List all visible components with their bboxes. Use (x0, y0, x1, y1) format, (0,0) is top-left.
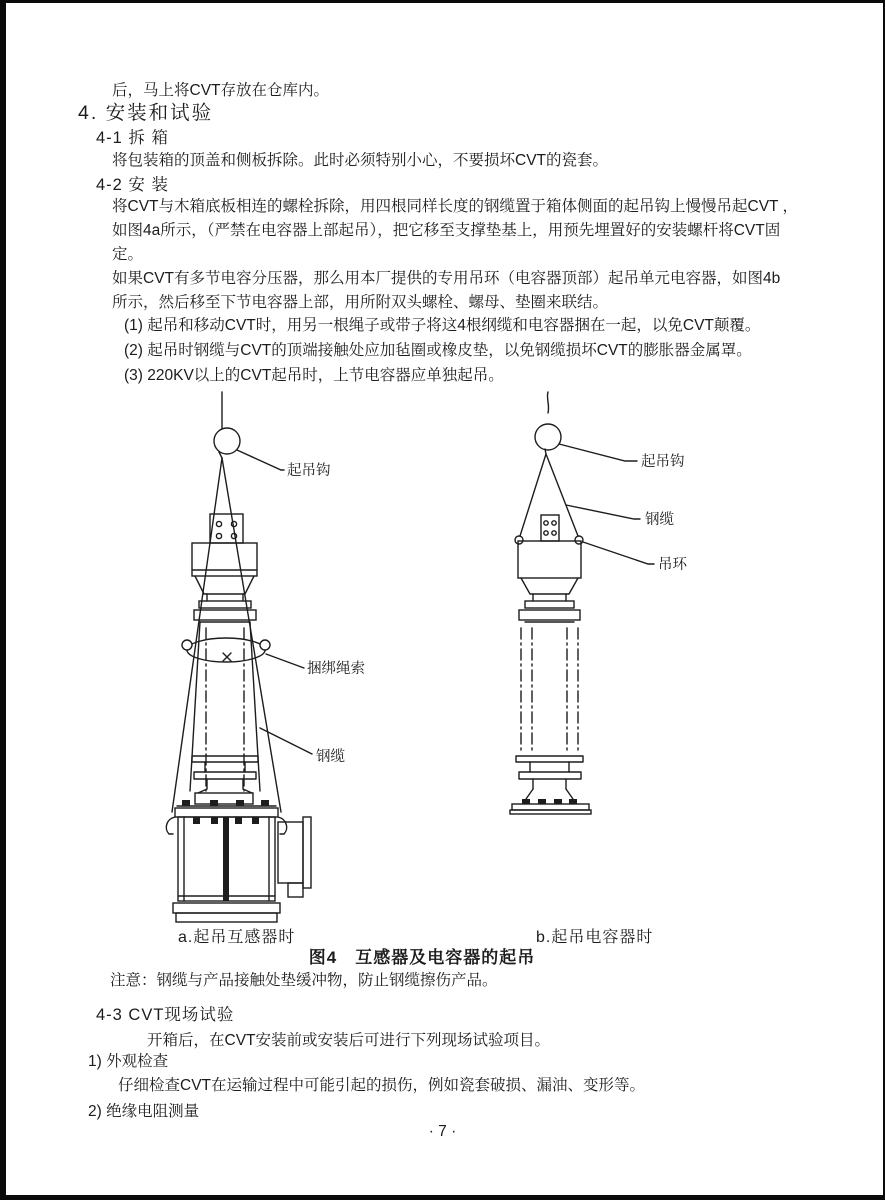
figure-b-caption: b.起吊电容器时 (536, 929, 654, 946)
page-number: · 7 · (428, 1123, 457, 1140)
figure-title: 图4 互感器及电容器的起吊 (308, 948, 536, 967)
note-line: 注意：钢缆与产品接触处垫缓冲物，防止钢缆擦伤产品。 (110, 972, 498, 989)
para-line-storage: 后，马上将CVT存放在仓库内。 (112, 82, 330, 99)
figure-a-rope-label: 捆绑绳索 (307, 661, 365, 677)
subheading-unpacking: 4-1 拆 箱 (96, 129, 170, 147)
subheading-field-test: 4-3 CVT现场试验 (96, 1006, 235, 1024)
list-item-3: (3) 220KV以上的CVT起吊时，上节电容器应单独起吊。 (124, 367, 504, 384)
figure-b-cable-label: 钢缆 (645, 512, 674, 528)
para-field-test: 开箱后，在CVT安装前或安装后可进行下列现场试验项目。 (147, 1032, 551, 1049)
heading-install-test: 4. 安装和试验 (78, 102, 214, 124)
para-install-line1: 将CVT与木箱底板相连的螺栓拆除，用四根同样长度的钢缆置于箱体侧面的起吊钩上慢慢吊起CVT ， (112, 198, 799, 215)
para-appearance: 仔细检查CVT在运输过程中可能引起的损伤，例如瓷套破损、漏油、变形等。 (118, 1077, 646, 1094)
para-capacitor-line2: 所示，然后移至下节电容器上部，用所附双头螺栓、螺母、垫圈来联结。 (112, 294, 609, 311)
para-unpacking: 将包装箱的顶盖和侧板拆除。此时必须特别小心，不要损坏CVT的瓷套。 (112, 152, 609, 169)
list-item-insulation: 2) 绝缘电阻测量 (88, 1103, 200, 1120)
para-install-line2: 如图4a所示，（严禁在电容器上部起吊），把它移至支撑垫基上，用预先埋置好的安装螺杆将CVT固 (112, 222, 781, 239)
figure-b-hook-label: 起吊钩 (641, 454, 685, 470)
list-item-appearance: 1) 外观检查 (88, 1053, 169, 1070)
subheading-installation: 4-2 安 装 (96, 176, 170, 194)
figure-a-cable-label: 钢缆 (316, 749, 345, 765)
list-item-1: (1) 起吊和移动CVT时，用另一根绳子或带子将这4根纲缆和电容器捆在一起，以免CVT颠覆。 (124, 317, 761, 334)
figure-b-drawing (510, 392, 654, 814)
para-capacitor-line1: 如果CVT有多节电容分压器，那么用本厂提供的专用吊环（电容器顶部）起吊单元电容器，如图4b (112, 270, 781, 287)
figure-a-caption: a.起吊互感器时 (178, 929, 296, 946)
figure-b-ring-label: 吊环 (658, 557, 687, 573)
figure-a-hook-label: 起吊钩 (287, 463, 331, 479)
list-item-2: (2) 起吊时钢缆与CVT的顶端接触处应加毡圈或橡皮垫，以免钢缆损坏CVT的膨胀器金属罩。 (124, 342, 752, 359)
para-install-line3: 定。 (112, 246, 144, 263)
